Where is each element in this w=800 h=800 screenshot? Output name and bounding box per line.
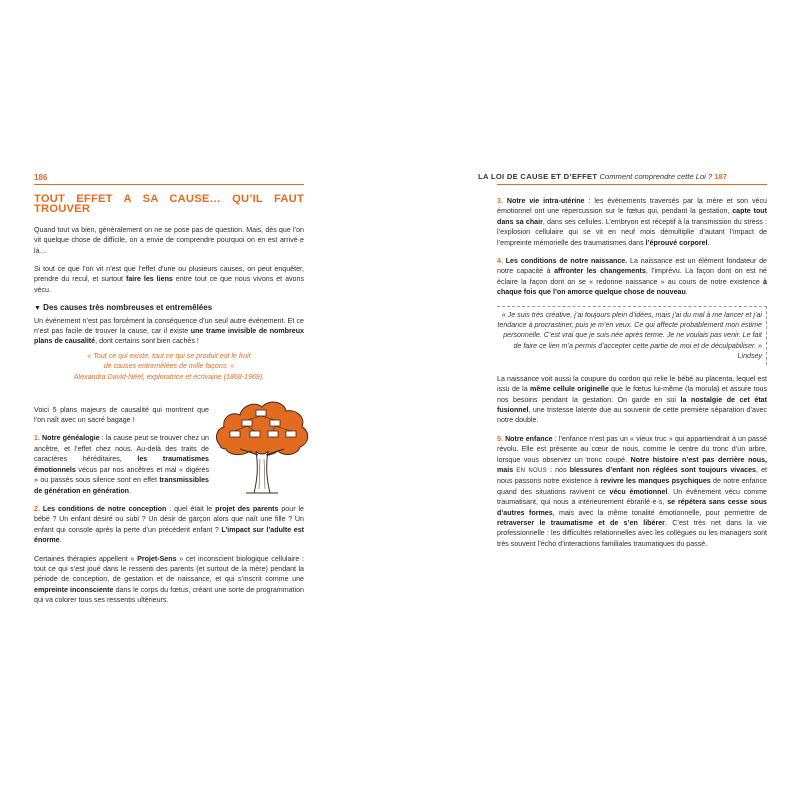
subheading: ▼ Des causes très nombreuses et entremêlées [34, 303, 213, 313]
page-title: TOUT EFFET A SA CAUSE… QU’IL FAUT TROUVER [34, 193, 304, 216]
item-conception: 2. Les conditions de notre conception : quel était le projet des parents pour le bébé ? Un enfant désiré ou subi ? Un désir de garçon alors que naît une fille ? Un enfant qui console après la perte d’un précédent enfant ? L’impact sur l’adulte est énorme. [34, 504, 304, 545]
item-intra-uterine: 3. Notre vie intra-utérine : les événements traversés par la mère et son vécu émotionnel ont une répercussion sur le fœtus qui, pendant la gestation, capte tout dans sa chair, dans ses cellules. L’embryon est réceptif à la transmission du stress : l’explosion cellulaire qui se vit en neuf mois démultiplie d’autant l’impact de l’empreinte mémorielle des traumatismes dans l’éprouvé corporel. [497, 197, 767, 247]
family-tree-icon [212, 393, 312, 501]
birth-paragraph: La naissance voit aussi la coupure du cordon qui relie le bébé au placenta, lequel est issu de la même cellule originelle que le fœtus lui-même (la morula) et assure tous nos besoins pendant la gestation. On garde en soi la nostalgie de cet état fusionnel, une tristesse latente due au souvenir de cette première séparation d’avec notre double. [497, 374, 768, 425]
quote-david-neel: « Tout ce qui existe, tout ce qui se produit est le fruit de causes entremêlées de mille façons. » Alexandra David-Néel, exploratrice et écrivaine (1868-1969). [73, 351, 265, 382]
left-header-rule [34, 184, 304, 185]
right-header-rule [497, 184, 767, 185]
running-subtitle: Comment comprendre cette Loi ? [599, 172, 713, 181]
item-genealogy: 1. Notre généalogie : la cause peut se trouver chez un ancêtre, et l’effet chez nous. Au-delà des traits de caractères héréditaires, les traumatismes émotionnels vécus par nos ancêtres et mal « digérés » ou passés sous silence sont en effet transmissibles de génération en génération. [34, 434, 209, 495]
causes-paragraph: Un événement n’est pas forcément la conséquence d’un seul autre événement. Et ce n’est pas facile de trouver la cause, car il existe une trame invisible de nombreux plans de causalité, dont certains sont bien cachés ! [34, 316, 304, 346]
left-page-number: 186 [34, 173, 48, 182]
running-title: LA LOI DE CAUSE ET D’EFFET [478, 172, 598, 181]
triangle-bullet-icon: ▼ [34, 305, 41, 313]
item-childhood: 5. Notre enfance : l’enfance n’est pas un « vieux truc » qui appartiendrait à un passé révolu. Elle est présente au cœur de nous, comme le centre du tronc d’un arbre, lorsque vous observez un tronc coupé. Notre histoire n’est pas derrière nous, mais EN NOUS : nos blessures d’enfant non réglées sont toujours vivaces, et nous passons notre existence à revivre les manques psychiques de notre enfance quand des situations ravivent ce vécu émotionnel. Un événement vécu comme traumatisant, qui nous a intérieurement ébranlé·e·s, se répétera sans cesse sous d’autres formes, mais avec la même tonalité émotionnelle, pour permettre de retraverser le traumatisme et de s’en libérer. C’est très net dans la vie professionnelle : les difficultés relationnelles avec les collègues ou les managers sont très souvent l’écho d’interactions familiales traumatiques du passé. [497, 434, 767, 548]
therapies-paragraph: Certaines thérapies appellent « Projet-Sens » cet inconscient biologique cellulaire : tout ce qui s’est joué dans le ressenti des parents (et surtout de la mère) pendant la période de conception, de gestation et de naissance, et qui s’inscrit comme une empreinte inconsciente dans le corps du fœtus, créant une sorte de programmation qui va colorer tous ses ressentis ultérieurs. [34, 554, 304, 605]
running-header [478, 172, 727, 181]
right-page-body [497, 196, 767, 557]
right-page-number: 187 [714, 172, 727, 181]
testimony-quote: « Je suis très créative, j’ai toujours plein d’idées, mais j’ai du mal à me lancer et j’ai tendance à procrastiner, puis je m’en veux. Ce qui affecte probablement mon estime personnelle. C’est vrai que je suis née après terme. Je ne voulais pas venir. Le fait de faire ce lien m’a permis d’accepter cette partie de moi et de déculpabiliser. » Lindsey [497, 306, 767, 365]
plans-intro: Voici 5 plans majeurs de causalité qui montrent que l’on naît avec un sacré bagage ! [34, 405, 209, 425]
intro-paragraph-2: Si tout ce que l’on vit n’est que l’effet d’une ou plusieurs causes, on peut enquêter, prendre du recul, et surtout faire les liens entre tout ce que nous vivons et avons vécu. [34, 265, 304, 294]
testimony-author: Lindsey [737, 352, 762, 361]
item-birth: 4. Les conditions de notre naissance. La naissance est un élément fondateur de notre capacité à affronter les changements, l’imprévu. La façon dont on est né éclaire la façon dont on se « redonne naissance » au cours de notre existence à chaque fois que l’on amorce quelque chose de nouveau. [497, 257, 768, 297]
intro-paragraph-1: Quand tout va bien, généralement on ne se pose pas de question. Mais, dès que l’on vit quelque chose de difficile, on a envie de comprendre pourquoi on en est arrivé·e là… [34, 225, 304, 255]
